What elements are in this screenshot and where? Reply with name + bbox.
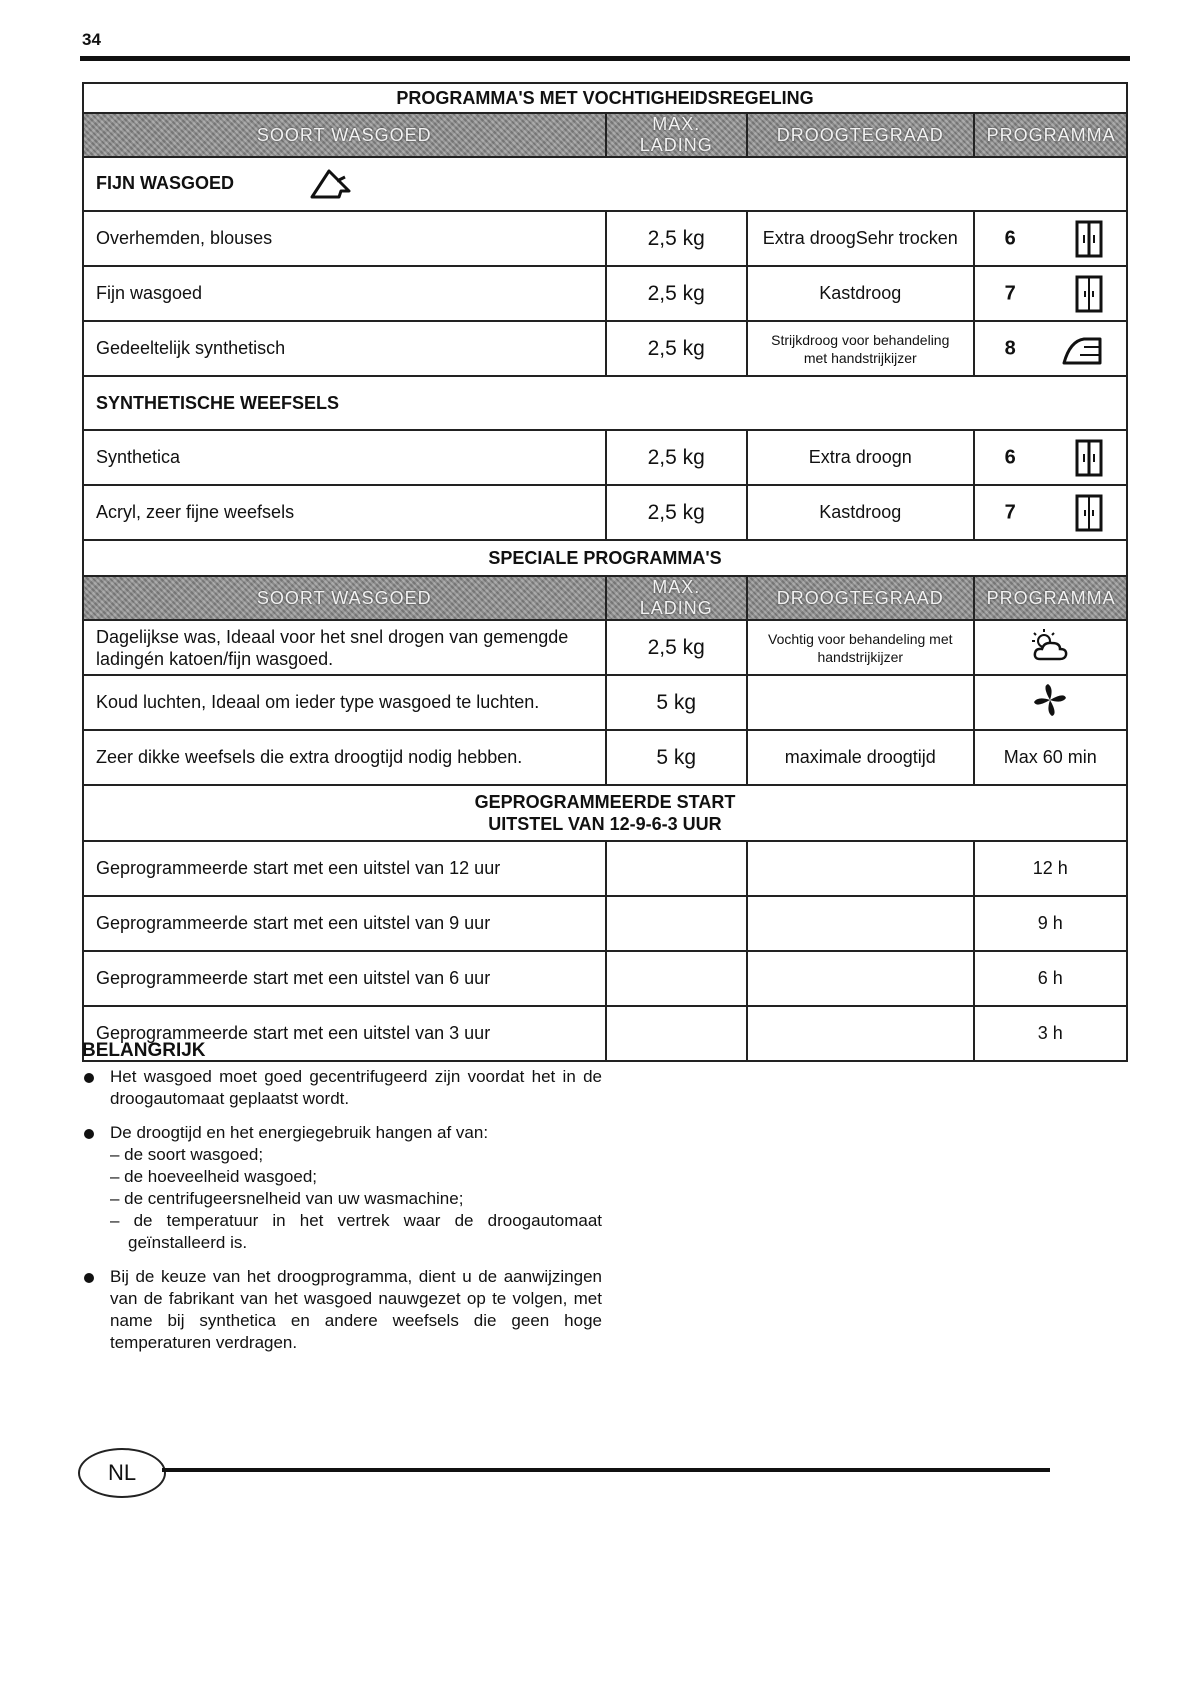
sub-item: – de soort wasgoed; [110, 1145, 264, 1164]
soort-cell: Synthetica [83, 430, 606, 485]
soort-cell: Dagelijkse was, Ideaal voor het snel drogen van gemengde ladingén katoen/fijn wasgoed. [83, 620, 606, 675]
iron-dry-icon [1062, 333, 1104, 365]
lading-cell: 2,5 kg [606, 430, 747, 485]
droog-cell: Extra droogSehr trocken [747, 211, 974, 266]
table-row [83, 266, 1127, 321]
table-row [83, 841, 1127, 896]
table-title: PROGRAMMA'S MET VOCHTIGHEIDSREGELING [83, 83, 1127, 113]
language-badge: NL [78, 1448, 166, 1498]
table-row [83, 730, 1127, 785]
droog-cell [747, 951, 974, 1006]
droog-cell: Extra droogn [747, 430, 974, 485]
geprog-title-line2: UITSTEL VAN 12-9-6-3 UUR [488, 814, 722, 834]
header-programma: PROGRAMMA [974, 113, 1127, 157]
table-row [83, 951, 1127, 1006]
prog-number: 6 [1004, 446, 1016, 468]
soort-cell: Geprogrammeerde start met een uitstel van 9 uur [83, 896, 606, 951]
header-lading: MAX. LADING [606, 113, 747, 157]
prog-cell: 3 h [974, 1006, 1127, 1061]
prog-cell [974, 321, 1127, 376]
bullet-text: De droogtijd en het energiegebruik hangen af van: [110, 1123, 489, 1142]
lading-cell [606, 1006, 747, 1061]
droog-cell: maximale droogtijd [747, 730, 974, 785]
section-synth-label: SYNTHETISCHE WEEFSELS [83, 376, 1127, 430]
bottom-rule [162, 1468, 1050, 1472]
lading-cell: 5 kg [606, 730, 747, 785]
sub-item: – de temperatuur in het vertrek waar de droogautomaat geïnstalleerd is. [110, 1211, 602, 1252]
program-table [82, 82, 1128, 1062]
extra-dry-cabinet-icon [1074, 219, 1104, 259]
extra-dry-cabinet-icon [1074, 438, 1104, 478]
header-row [83, 113, 1127, 157]
soort-cell: Gedeeltelijk synthetisch [83, 321, 606, 376]
page-number: 34 [82, 30, 101, 49]
section-fijn-label: FIJN WASGOED [96, 172, 235, 193]
prog-cell: 6 h [974, 951, 1127, 1006]
lading-cell: 2,5 kg [606, 211, 747, 266]
soort-cell: Geprogrammeerde start met een uitstel van 6 uur [83, 951, 606, 1006]
top-rule [80, 56, 1130, 61]
lading-cell: 2,5 kg [606, 485, 747, 540]
table-row [83, 430, 1127, 485]
delicate-fabric-icon [309, 167, 353, 201]
bullet-item: Het wasgoed moet goed gecentrifugeerd zijn voordat het in de droogautomaat geplaatst wordt. [82, 1066, 602, 1110]
soort-cell: Geprogrammeerde start met een uitstel van 3 uur [83, 1006, 606, 1061]
prog-number: 7 [1004, 501, 1016, 523]
lading-cell [606, 951, 747, 1006]
prog-cell [974, 620, 1127, 675]
droog-cell: Kastdroog [747, 485, 974, 540]
fan-icon [1032, 682, 1068, 718]
lading-cell [606, 841, 747, 896]
lading-cell: 2,5 kg [606, 266, 747, 321]
soort-cell: Fijn wasgoed [83, 266, 606, 321]
soort-cell: Geprogrammeerde start met een uitstel van 12 uur [83, 841, 606, 896]
prog-number: 6 [1004, 227, 1016, 249]
droog-cell: Vochtig voor behandeling met handstrijkijzer [747, 620, 974, 675]
prog-cell [974, 675, 1127, 730]
section-fijn [83, 157, 1127, 211]
lading-cell [606, 896, 747, 951]
table-row [83, 485, 1127, 540]
prog-cell [974, 266, 1127, 321]
special-title: SPECIALE PROGRAMMA'S [83, 540, 1127, 576]
sub-item: – de centrifugeersnelheid van uw wasmachine; [110, 1189, 464, 1208]
lading-cell: 2,5 kg [606, 321, 747, 376]
soort-cell: Koud luchten, Ideaal om ieder type wasgoed te luchten. [83, 675, 606, 730]
prog-number: 7 [1004, 282, 1016, 304]
droog-cell [747, 896, 974, 951]
cupboard-dry-icon [1074, 274, 1104, 314]
soort-cell: Zeer dikke weefsels die extra droogtijd nodig hebben. [83, 730, 606, 785]
header-droog: DROOGTEGRAAD [747, 576, 974, 620]
section-synth [83, 376, 1127, 430]
bullet-item [82, 1122, 602, 1254]
prog-cell: 9 h [974, 896, 1127, 951]
cupboard-dry-icon [1074, 493, 1104, 533]
header-droog: DROOGTEGRAAD [747, 113, 974, 157]
soort-cell: Acryl, zeer fijne weefsels [83, 485, 606, 540]
header-row [83, 576, 1127, 620]
important-title: BELANGRIJK [82, 1040, 206, 1061]
bullet-item: Bij de keuze van het droogprogramma, dient u de aanwijzingen van de fabrikant van het wasgoed nauwgezet op te volgen, met name bij synthetica en andere weefsels die geen hoge temperaturen verdragen. [82, 1266, 602, 1354]
geprog-title-line1: GEPROGRAMMEERDE START [474, 792, 736, 812]
table-row [83, 620, 1127, 675]
sun-cloud-icon [1030, 627, 1070, 663]
droog-cell [747, 1006, 974, 1061]
sub-item: – de hoeveelheid wasgoed; [110, 1167, 317, 1186]
prog-cell [974, 211, 1127, 266]
prog-cell [974, 430, 1127, 485]
droog-cell: Strijkdroog voor behandeling met handstrijkijzer [747, 321, 974, 376]
header-programma: PROGRAMMA [974, 576, 1127, 620]
header-soort: SOORT WASGOED [83, 113, 606, 157]
geprog-title-row [83, 785, 1127, 841]
droog-cell [747, 841, 974, 896]
lading-cell: 5 kg [606, 675, 747, 730]
droog-cell: Kastdroog [747, 266, 974, 321]
lading-cell: 2,5 kg [606, 620, 747, 675]
table-row [83, 321, 1127, 376]
table-title-row [83, 83, 1127, 113]
important-notes [82, 1040, 602, 1366]
table-row [83, 675, 1127, 730]
soort-cell: Overhemden, blouses [83, 211, 606, 266]
header-lading: MAX. LADING [606, 576, 747, 620]
special-title-row [83, 540, 1127, 576]
droog-cell [747, 675, 974, 730]
prog-cell: Max 60 min [974, 730, 1127, 785]
table-row [83, 896, 1127, 951]
prog-cell [974, 485, 1127, 540]
table-row [83, 211, 1127, 266]
prog-cell: 12 h [974, 841, 1127, 896]
prog-number: 8 [1004, 337, 1016, 359]
header-soort: SOORT WASGOED [83, 576, 606, 620]
